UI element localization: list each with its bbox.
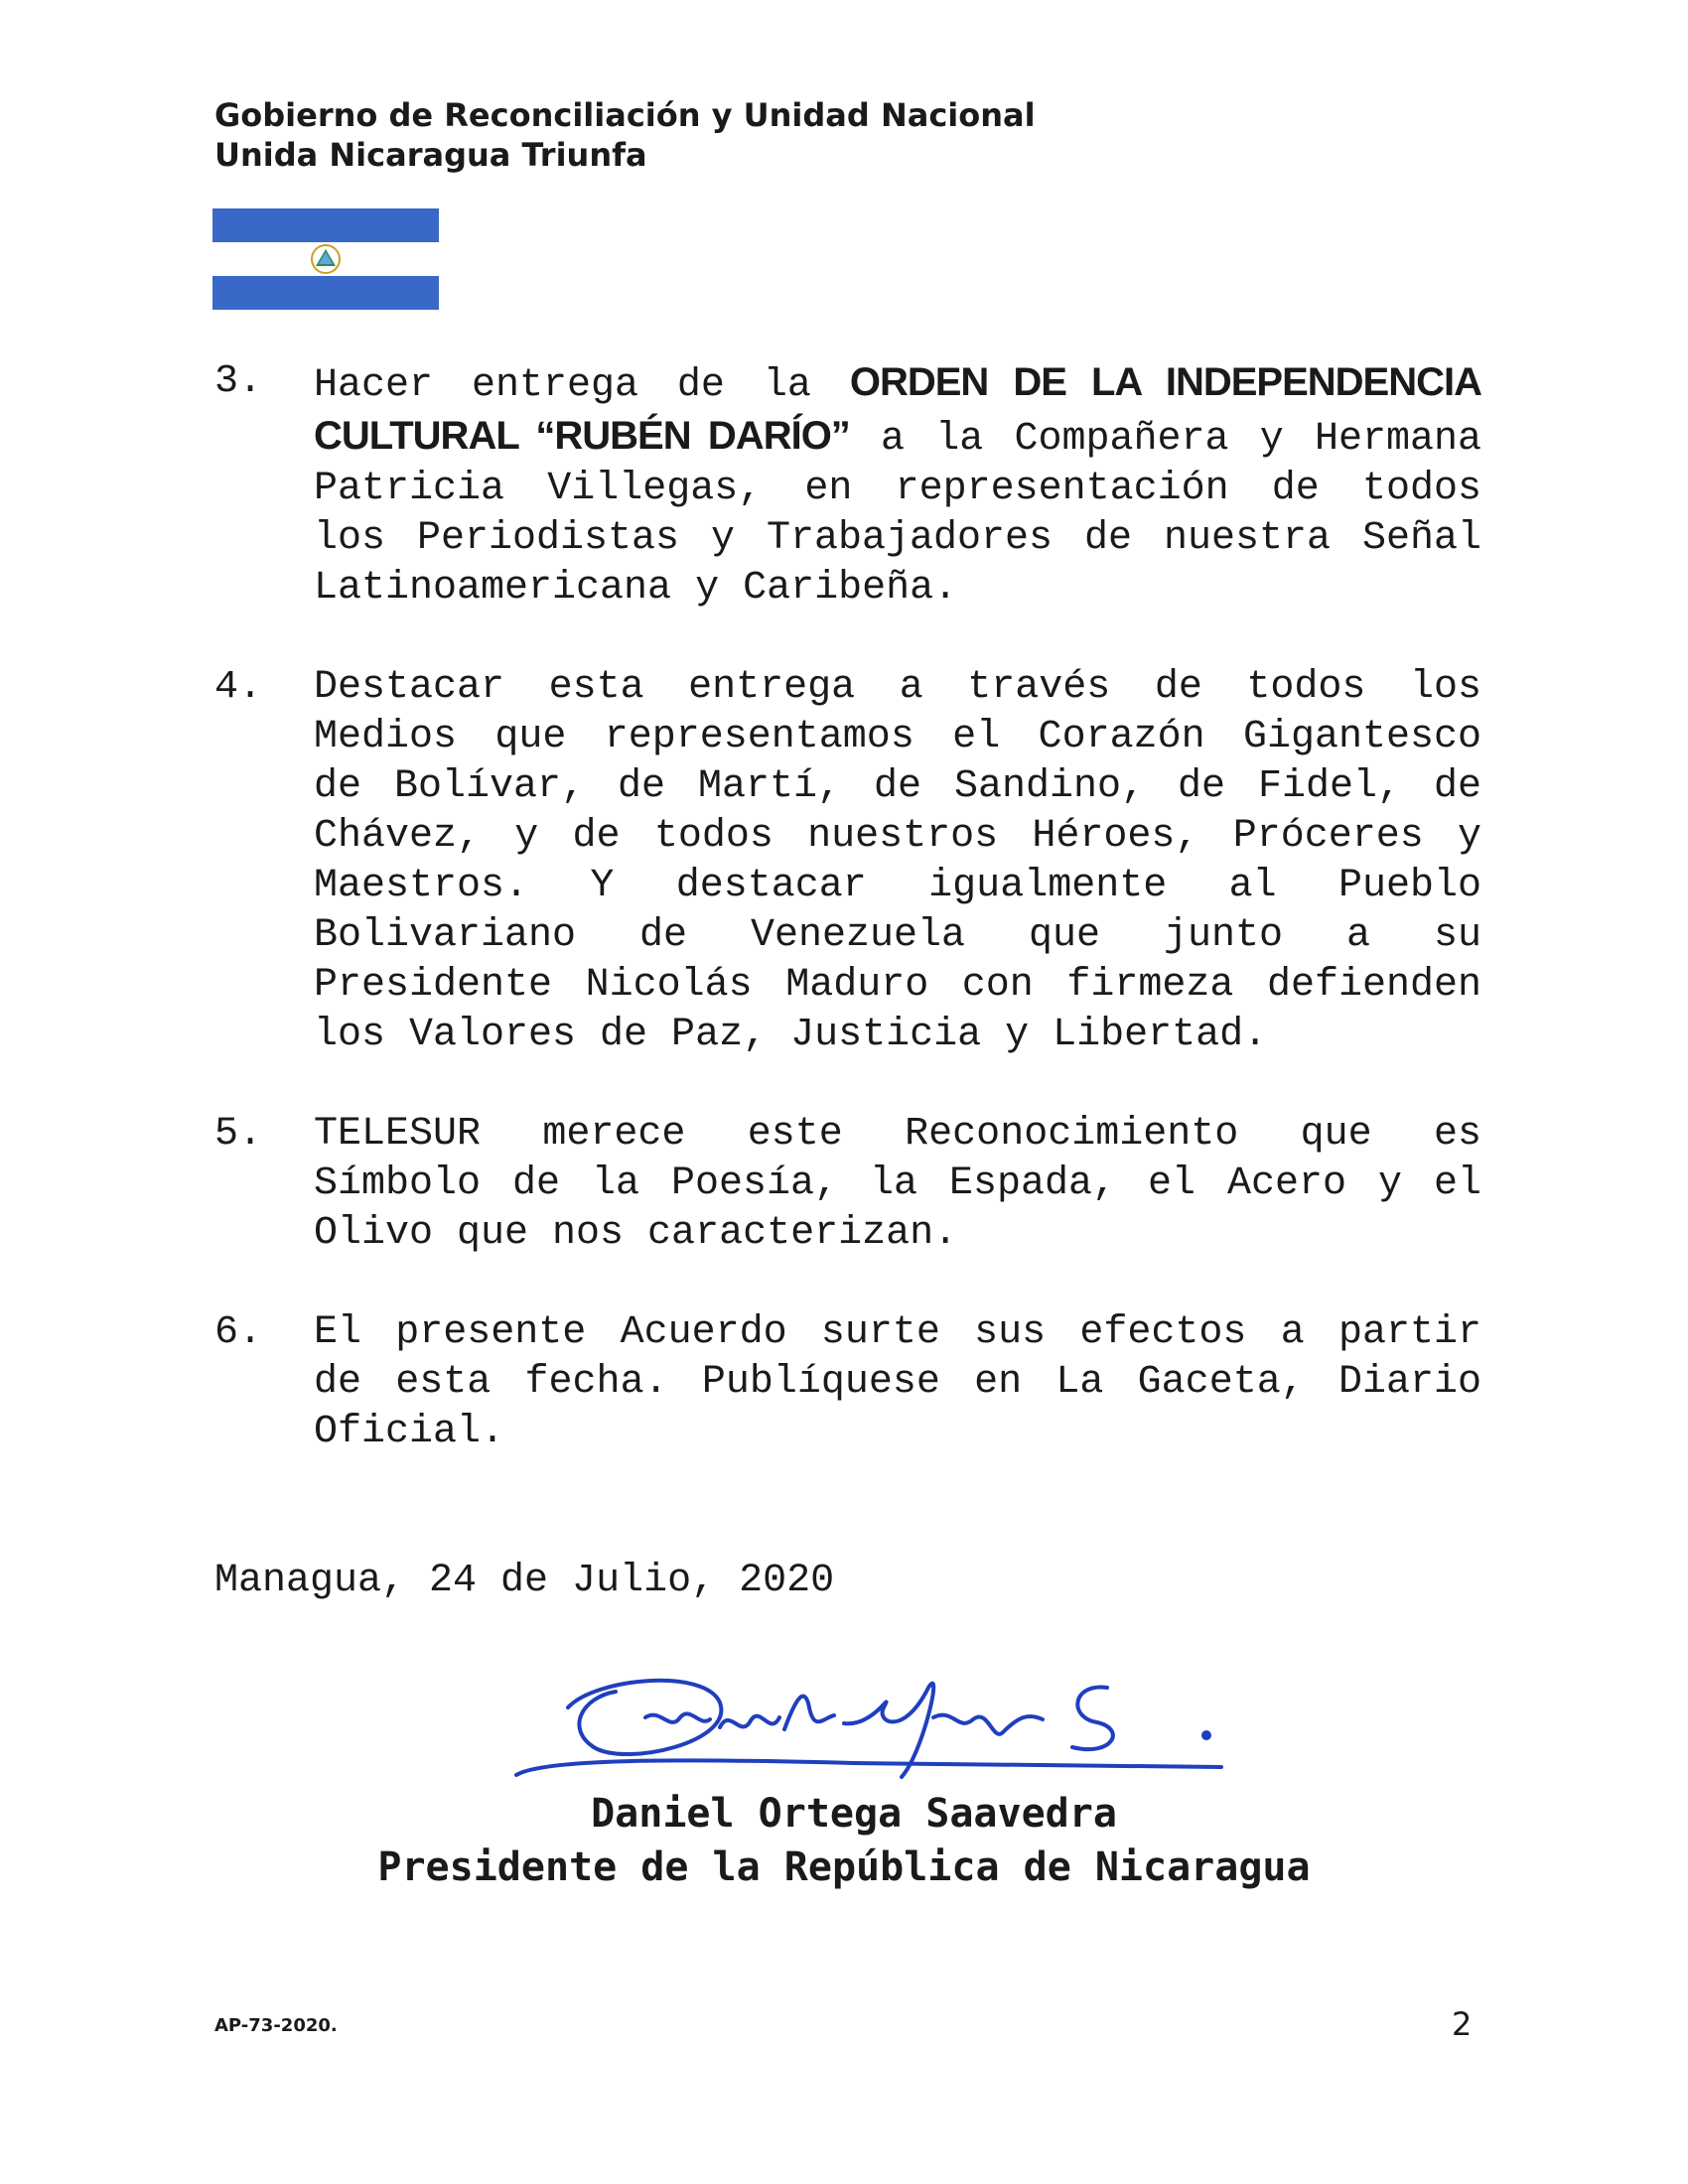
- list-item: [214, 1308, 1481, 1457]
- government-slogan: Unida Nicaragua Triunfa: [214, 136, 647, 174]
- page-number: 2: [1452, 2005, 1473, 2043]
- nicaragua-flag-icon: [212, 208, 439, 310]
- item-number: 4.: [214, 665, 263, 710]
- signer-title: Presidente de la República de Nicaragua: [377, 1844, 1311, 1890]
- item-number: 5.: [214, 1112, 263, 1157]
- document-header: [214, 95, 1036, 175]
- list-item: [214, 357, 1481, 614]
- signer-name: Daniel Ortega Saavedra: [591, 1791, 1117, 1837]
- document-code: AP-73-2020.: [214, 2015, 338, 2036]
- item-text: El presente Acuerdo surte sus efectos a partir de esta fecha. Publíquese en La Gaceta, Diario Oficial.: [314, 1310, 1481, 1454]
- item-text: TELESUR merece este Reconocimiento que es Símbolo de la Poesía, la Espada, el Acero y el Olivo que nos caracterizan.: [314, 1112, 1481, 1256]
- item-number: 3.: [214, 359, 263, 404]
- handwritten-signature-icon: [506, 1648, 1231, 1797]
- list-item: [214, 1110, 1481, 1259]
- list-item: [214, 663, 1481, 1060]
- government-name: Gobierno de Reconciliación y Unidad Nacional: [214, 96, 1036, 134]
- item-text: Hacer entrega de la ORDEN DE LA INDEPENDENCIA CULTURAL “RUBÉN DARÍO” a la Compañera y Hermana Patricia Villegas, en representación de todos los Periodistas y Trabajadores de nuestra Señal Latinoamericana y Caribeña.: [314, 360, 1481, 611]
- item-number: 6.: [214, 1310, 263, 1355]
- document-date: Managua, 24 de Julio, 2020: [214, 1559, 835, 1603]
- item-text: Destacar esta entrega a través de todos los Medios que representamos el Corazón Gigantesco de Bolívar, de Martí, de Sandino, de Fidel, de Chávez, y de todos nuestros Héroes, Próceres y Maestros. Y destacar igualmente al Pueblo Bolivariano de Venezuela que junto a su Presidente Nicolás Maduro con firmeza defienden los Valores de Paz, Justicia y Libertad.: [314, 665, 1481, 1057]
- order-name: ORDEN DE LA INDEPENDENCIA CULTURAL “RUBÉN DARÍO”: [314, 360, 1481, 458]
- resolution-items: [214, 357, 1481, 1507]
